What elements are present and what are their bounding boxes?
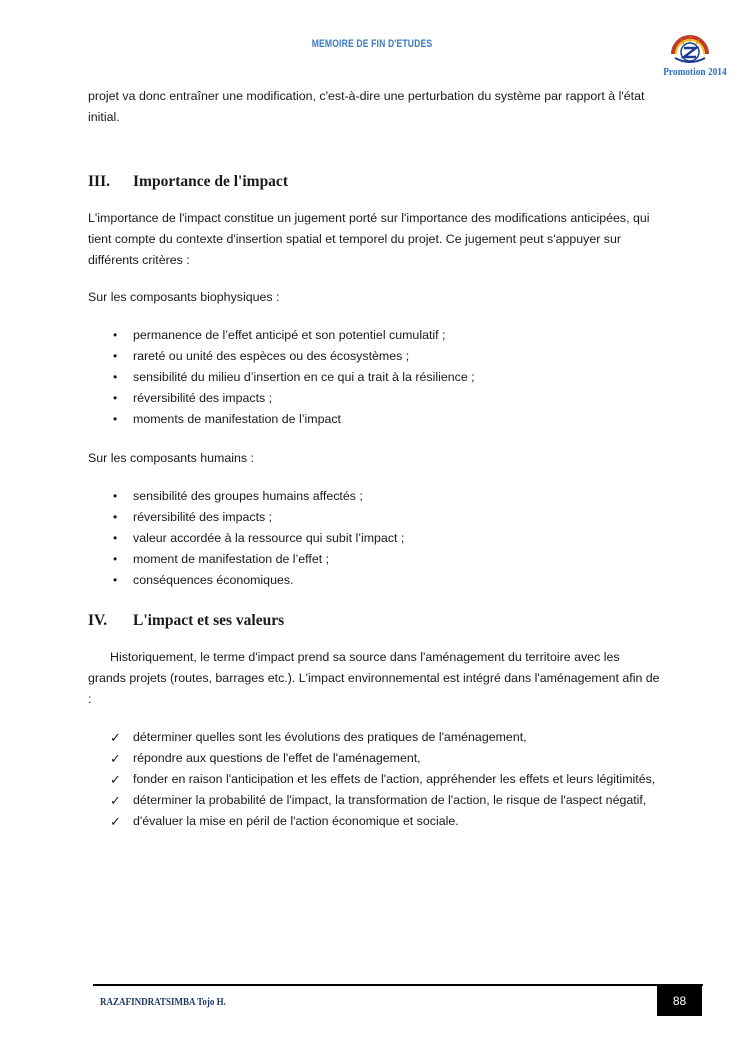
bullet-mark: • xyxy=(113,370,118,384)
list-item-text: rareté ou unité des espèces ou des écosystèmes ; xyxy=(133,349,410,363)
biophysical-label: Sur les composants biophysiques : xyxy=(88,290,280,304)
list-item xyxy=(88,528,660,549)
footer-author: RAZAFINDRATSIMBA Tojo H. xyxy=(100,996,226,1008)
bullet-mark: • xyxy=(113,349,118,363)
list-item-text: réversibilité des impacts ; xyxy=(133,391,273,405)
check-mark: ✓ xyxy=(110,751,121,766)
list-item-text: déterminer quelles sont les évolutions des pratiques de l'aménagement, xyxy=(133,730,527,744)
list-item-text: sensibilité des groupes humains affectés ; xyxy=(133,489,363,503)
bullet-mark: • xyxy=(113,510,118,524)
human-label: Sur les composants humains : xyxy=(88,451,254,465)
check-mark: ✓ xyxy=(110,772,121,787)
objectives-list xyxy=(88,727,660,832)
list-item-text: réversibilité des impacts ; xyxy=(133,510,273,524)
bullet-mark: • xyxy=(113,412,118,426)
continuation-paragraph: projet va donc entraîner une modification, c'est-à-dire une perturbation du système par rapport à l'état initial. xyxy=(88,89,645,124)
section-heading-4 xyxy=(88,611,660,631)
page-number: 88 xyxy=(657,986,702,1016)
list-item xyxy=(88,811,660,832)
bullet-mark: • xyxy=(113,552,118,566)
check-mark: ✓ xyxy=(110,793,121,808)
bullet-mark: • xyxy=(113,328,118,342)
section-title: Importance de l'impact xyxy=(133,173,288,190)
biophysical-list xyxy=(88,325,660,430)
list-item xyxy=(88,325,660,346)
list-item xyxy=(88,388,660,409)
section-number: III. xyxy=(88,173,110,190)
page-content xyxy=(88,86,660,832)
list-item xyxy=(88,346,660,367)
list-item xyxy=(88,790,660,811)
list-item xyxy=(88,549,660,570)
list-item xyxy=(88,507,660,528)
school-logo xyxy=(667,24,713,66)
bullet-mark: • xyxy=(113,531,118,545)
list-item-text: sensibilité du milieu d’insertion en ce qui a trait à la résilience ; xyxy=(133,370,475,384)
list-item xyxy=(88,748,660,769)
bullet-mark: • xyxy=(113,391,118,405)
bullet-mark: • xyxy=(113,573,118,587)
section-heading-3 xyxy=(88,172,660,192)
section-3-intro: L'importance de l'impact constitue un jugement porté sur l'importance des modifications anticipées, qui tient compte du contexte d'insertion spatial et temporel du projet. Ce jugement peut s'appuyer sur différents critères : xyxy=(88,211,650,267)
list-item xyxy=(88,486,660,507)
list-item-text: valeur accordée à la ressource qui subit l’impact ; xyxy=(133,531,405,545)
list-item-text: permanence de l’effet anticipé et son potentiel cumulatif ; xyxy=(133,328,446,342)
check-mark: ✓ xyxy=(110,814,121,829)
footer-divider xyxy=(93,984,703,986)
list-item xyxy=(88,727,660,748)
list-item-text: répondre aux questions de l'effet de l'aménagement, xyxy=(133,751,421,765)
list-item-text: moments de manifestation de l’impact xyxy=(133,412,341,426)
section-title: L'impact et ses valeurs xyxy=(133,612,285,629)
check-mark: ✓ xyxy=(110,730,121,745)
list-item xyxy=(88,367,660,388)
list-item xyxy=(88,409,660,430)
bullet-mark: • xyxy=(113,489,118,503)
list-item-text: fonder en raison l'anticipation et les effets de l'action, appréhender les effets et leurs légitimités, xyxy=(133,772,656,786)
header-title: MEMOIRE DE FIN D'ETUDES xyxy=(311,38,433,50)
list-item xyxy=(88,570,660,591)
section-number: IV. xyxy=(88,612,108,629)
list-item-text: déterminer la probabilité de l'impact, la transformation de l'action, le risque de l'aspect négatif, xyxy=(133,793,647,807)
section-4-intro: Historiquement, le terme d'impact prend sa source dans l'aménagement du territoire avec les grands projets (routes, barrages etc.). L'impact environnemental est intégré dans l'aménagement afin de : xyxy=(88,650,660,706)
promotion-label: Promotion 2014 xyxy=(663,66,727,78)
list-item-text: moment de manifestation de l’effet ; xyxy=(133,552,330,566)
list-item-text: d'évaluer la mise en péril de l'action économique et sociale. xyxy=(133,814,459,828)
human-list xyxy=(88,486,660,591)
list-item xyxy=(88,769,660,790)
list-item-text: conséquences économiques. xyxy=(133,573,294,587)
